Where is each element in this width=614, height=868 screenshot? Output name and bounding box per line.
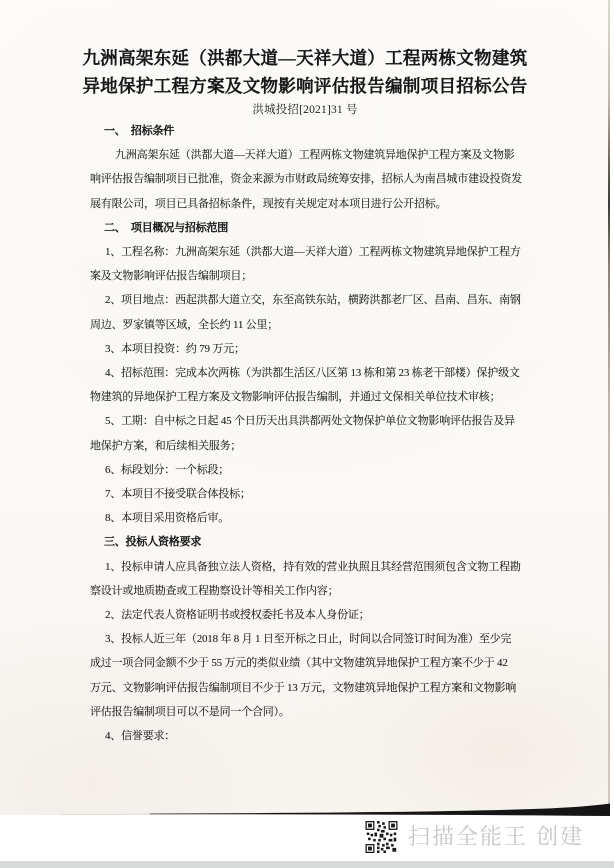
text-line: 评估报告编制项目可以不是同一个合同）。 <box>90 705 290 718</box>
title-line-2: 异地保护工程方案及文物影响评估报告编制项目招标公告 <box>82 76 528 96</box>
text-line: 4、招标范围：完成本次两栋（为洪都生活区八区第 13 栋和第 23 栋老干部楼）保护级文 <box>105 367 520 380</box>
text-line: 2、项目地点：西起洪都大道立交，东至高铁东站，横跨洪都老厂区、昌南、昌东、南钢 <box>105 294 521 307</box>
text-line: 察设计或地质勘查或工程勘察设计等相关工作内容； <box>90 584 339 597</box>
text-line: 万元、文物影响评估报告编制项目不少于 13 万元，文物建筑异地保护工程方案和文物影响 <box>90 681 517 694</box>
text-line: 成过一项合同金额不少于 55 万元的类似业绩（其中文物建筑异地保护工程方案不少于 42 <box>90 657 508 670</box>
title-line-1: 九洲高架东延（洪都大道—天祥大道）工程两栋文物建筑 <box>82 48 528 68</box>
text-line: 案及文物影响评估报告编制项目； <box>90 270 252 283</box>
text-line: 6、标段划分：一个标段； <box>105 463 230 476</box>
page-bottom-edge-shadow <box>0 795 610 819</box>
text-line: 展有限公司，项目已具备招标条件，现按有关规定对本项目进行公开招标。 <box>90 197 447 210</box>
paper-right-edge <box>608 0 610 812</box>
text-line: 8、本项目采用资格后审。 <box>105 512 230 525</box>
text-line: 1、投标申请人应具备独立法人资格，持有效的营业执照且其经营范围须包含文物工程勘 <box>105 560 521 573</box>
watermark-label: 扫描全能王 创建 <box>408 824 585 849</box>
text-line: 7、本项目不接受联合体投标； <box>105 488 251 501</box>
text-line: 响评估报告编制项目已批准，资金来源为市财政局统筹安排，招标人为南昌城市建设投资发 <box>90 173 522 186</box>
qr-code-icon <box>365 821 398 853</box>
section-heading: 三、投标人资格要求 <box>104 536 202 549</box>
text-line: 3、投标人近三年（2018 年 8 月 1 日至开标之日止，时间以合同签订时间为准）至少完 <box>105 633 512 646</box>
document-body <box>90 119 520 748</box>
section-heading: 一、 招标条件 <box>104 125 175 137</box>
text-line: 物建筑的异地保护工程方案及文物影响评估报告编制，并通过文保相关单位技术审核； <box>90 391 501 404</box>
document-title <box>0 44 610 100</box>
text-line: 5、工期：自中标之日起 45 个日历天出具洪都两处文物保护单位文物影响评估报告及异 <box>105 415 515 428</box>
text-line: 4、信誉要求： <box>105 730 176 743</box>
scan-footer-strip <box>0 861 614 868</box>
text-line: 2、法定代表人资格证明书或授权委托书及本人身份证； <box>105 609 370 622</box>
camscanner-watermark <box>365 820 584 853</box>
section-heading: 二、 项目概况与招标范围 <box>104 221 229 234</box>
text-line: 周边、罗家镇等区域，全长约 11 公里； <box>90 318 279 331</box>
document-number: 洪城投招[2021]31 号 <box>252 104 358 116</box>
text-line: 1、工程名称：九洲高架东延（洪都大道—天祥大道）工程两栋文物建筑异地保护工程方 <box>105 246 521 259</box>
text-line: 3、本项目投资：约 79 万元； <box>105 342 245 355</box>
text-line: 九洲高架东延（洪都大道—天祥大道）工程两栋文物建筑异地保护工程方案及文物影 <box>115 149 515 162</box>
text-line: 地保护方案，和后续相关服务； <box>90 439 242 452</box>
